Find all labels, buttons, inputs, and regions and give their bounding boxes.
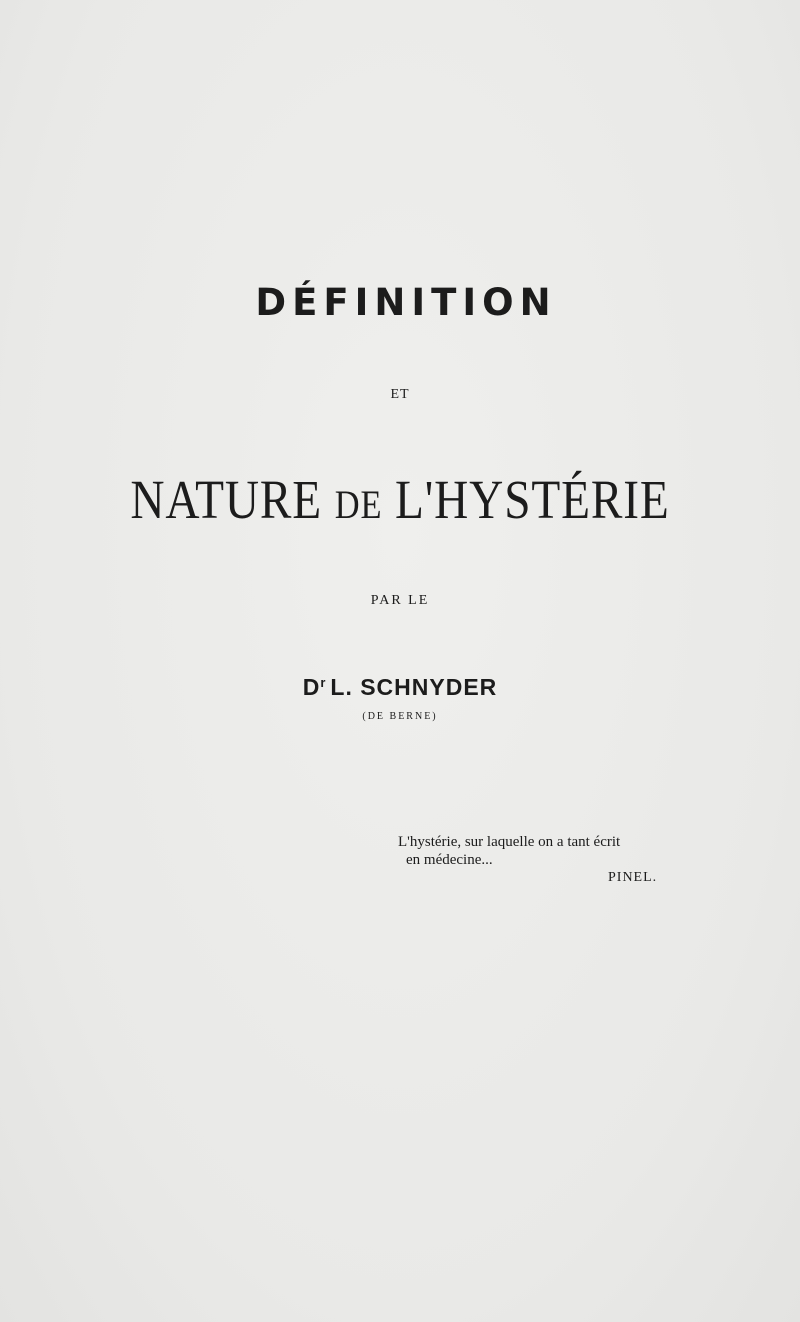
title-conjunction: ET	[390, 387, 410, 402]
author-name	[0, 676, 800, 699]
epigraph-attribution: PINEL.	[608, 870, 658, 885]
epigraph-line-2: en médecine...	[406, 852, 493, 868]
epigraph	[398, 833, 698, 885]
author-prefix-sup: r	[320, 675, 327, 690]
byline: PAR LE	[370, 593, 430, 608]
title-line-definition: DÉFINITION	[255, 281, 557, 324]
title-word-nature: NATURE	[130, 469, 323, 530]
author-prefix: D	[302, 674, 321, 700]
author-full-name: L. SCHNYDER	[330, 674, 498, 700]
title-word-de: DE	[334, 482, 383, 527]
epigraph-line-1: L'hystérie, sur laquelle on a tant écrit	[398, 834, 621, 850]
title-line-nature	[56, 469, 744, 530]
author-origin: (DE BERNE)	[362, 711, 438, 722]
title-word-hysterie: L'HYSTÉRIE	[395, 469, 670, 530]
